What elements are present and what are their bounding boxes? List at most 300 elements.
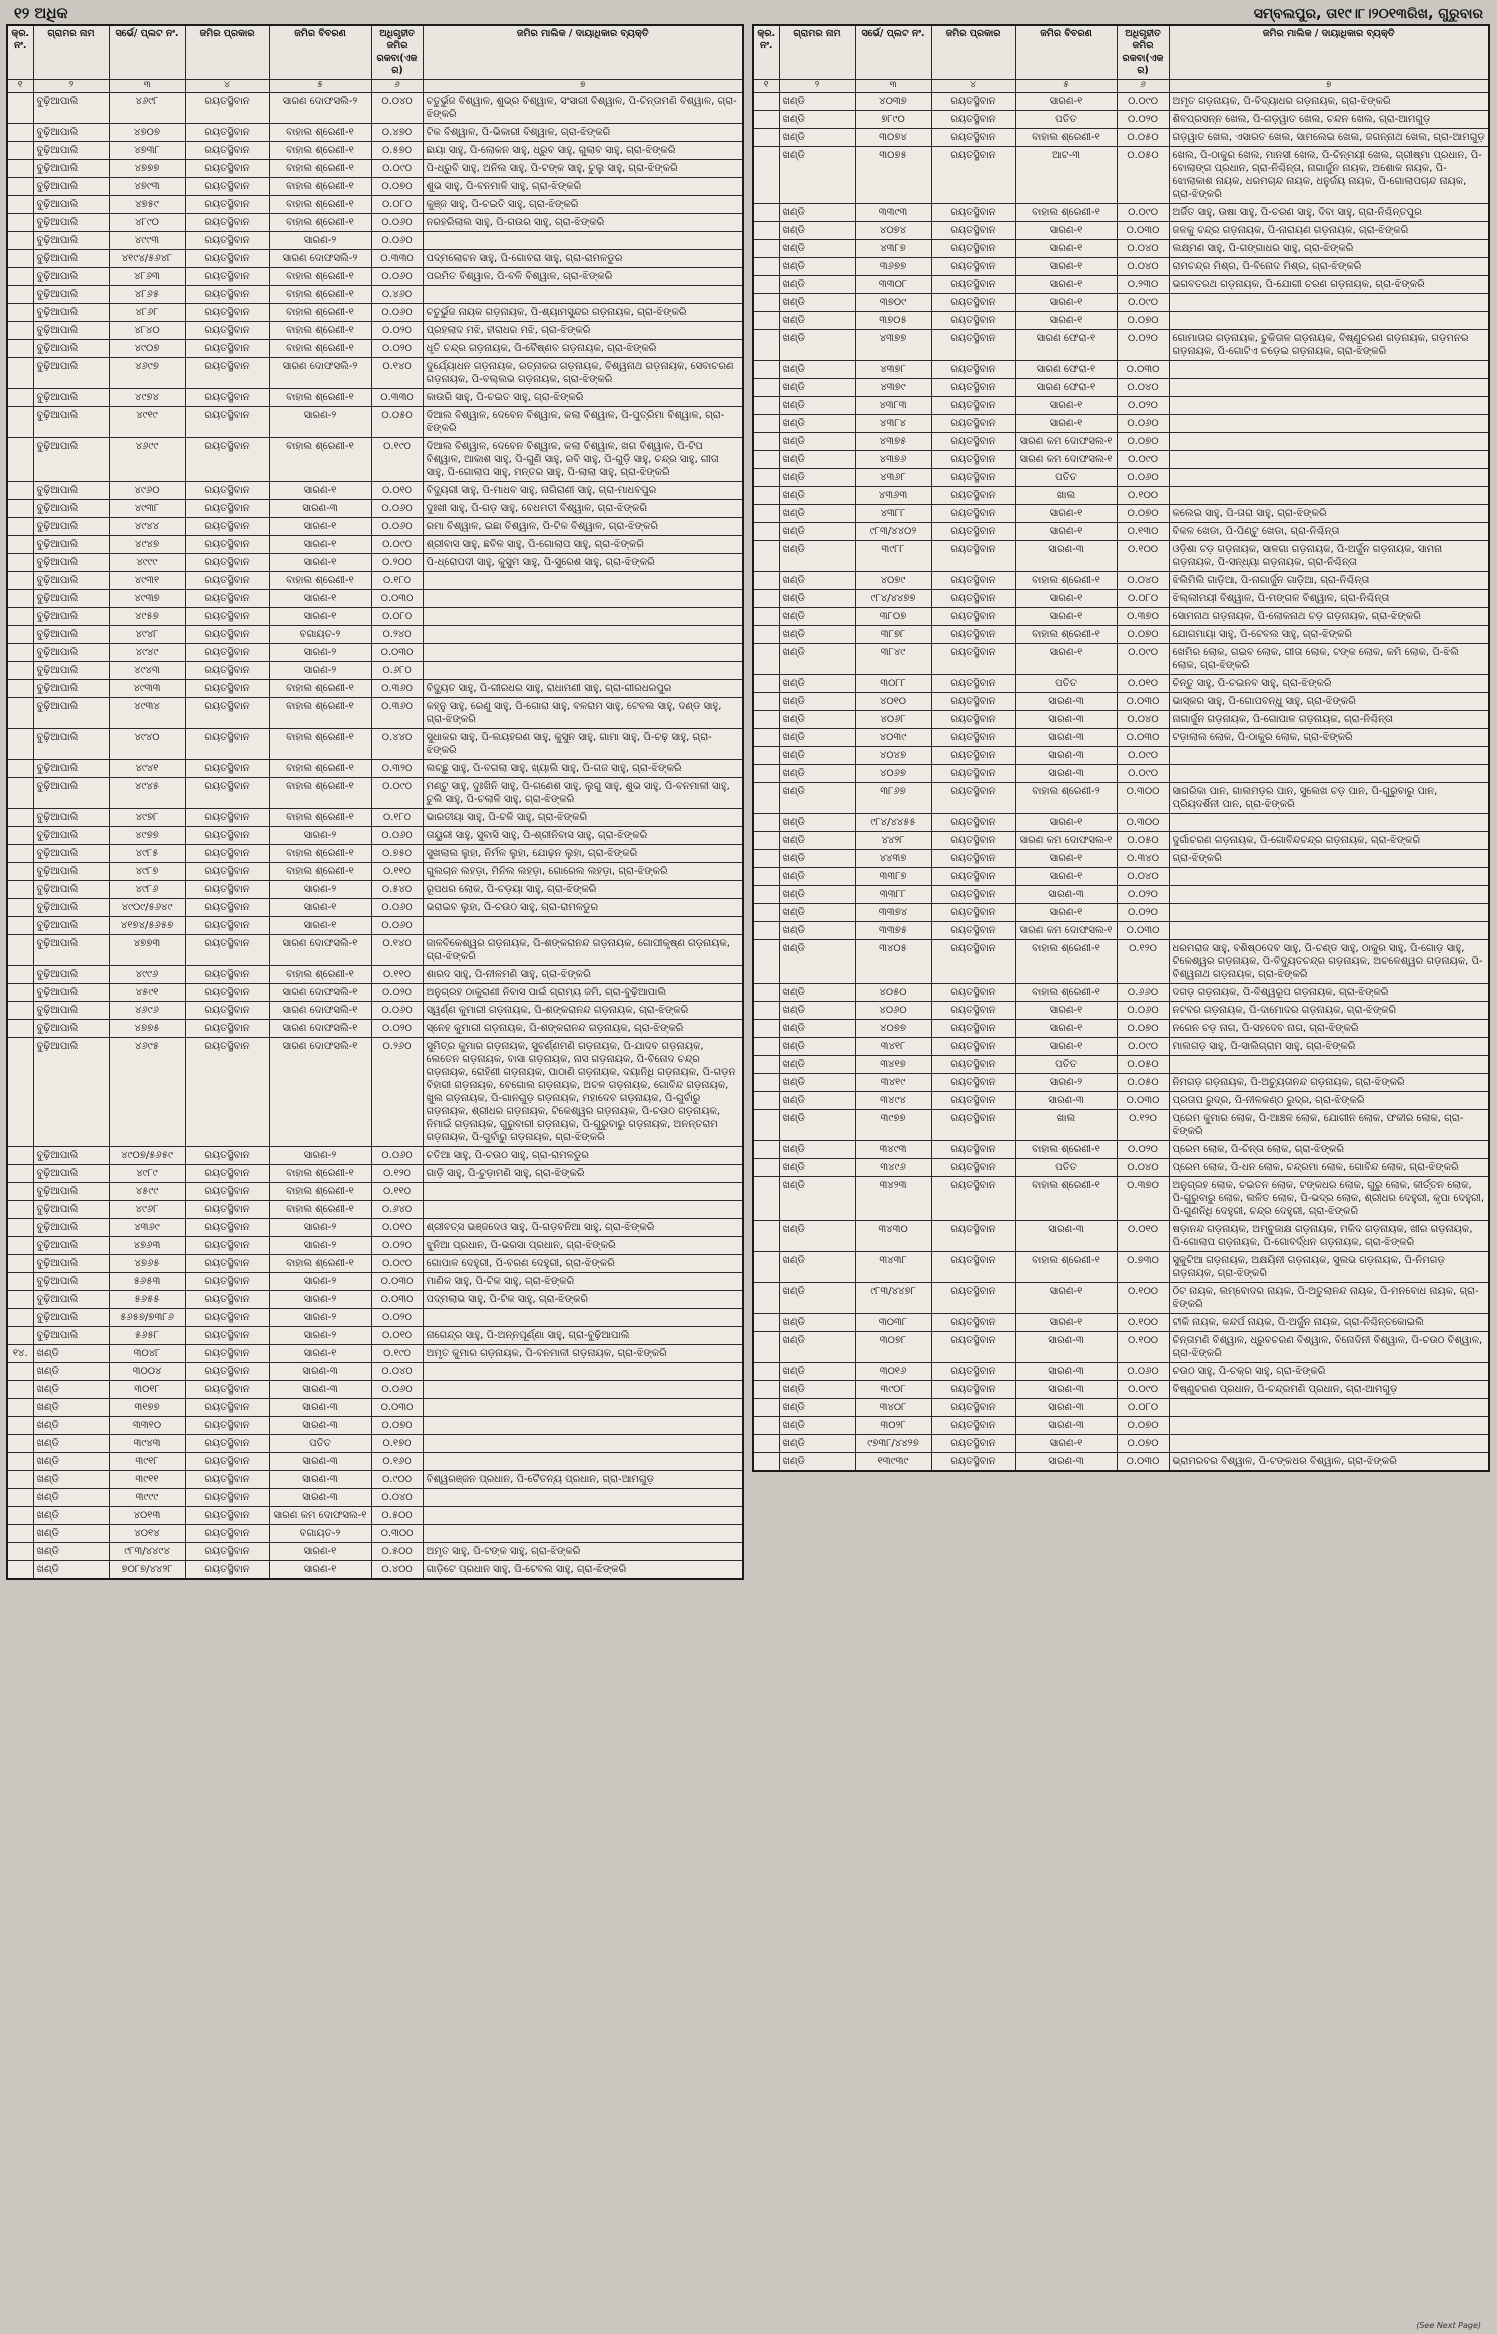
village-name-cell: ବୁଢ଼ିଆପାଲି xyxy=(33,809,109,827)
plot-number-cell: ୪୯୪୯ xyxy=(109,644,185,662)
serial-cell xyxy=(753,1381,779,1399)
column-number: ୨ xyxy=(779,80,855,93)
serial-cell xyxy=(753,258,779,276)
village-name-cell: ବୁଢ଼ିଆପାଲି xyxy=(33,1165,109,1183)
table-row xyxy=(7,863,743,881)
land-description-cell: ବାହାଲ ଶ୍ରେଣୀ-୧ xyxy=(269,1255,371,1273)
acquired-area-cell: ୦.୧୦୦ xyxy=(1117,1332,1169,1363)
plot-number-cell: ୩୦୨୮ xyxy=(855,1417,931,1435)
serial-cell xyxy=(753,1020,779,1038)
table-row xyxy=(7,1020,743,1038)
acquired-area-cell: ୦.୦୨୦ xyxy=(1117,886,1169,904)
land-owner-cell xyxy=(1169,765,1489,783)
serial-cell xyxy=(7,966,33,984)
table-row xyxy=(7,1273,743,1291)
acquired-area-cell: ୦.୪୪୦ xyxy=(371,729,423,760)
village-name-cell: ଖଣ୍ଡି xyxy=(779,693,855,711)
village-name-cell: ବୁଢ଼ିଆପାଲି xyxy=(33,358,109,389)
land-description-cell: ସାରଣ-୧ xyxy=(1015,222,1117,240)
land-description-cell: ସାରଣ-୧ xyxy=(1015,1002,1117,1020)
land-description-cell: ପତିତ xyxy=(1015,1159,1117,1177)
village-name-cell: ଖଣ୍ଡି xyxy=(779,258,855,276)
table-row xyxy=(753,505,1489,523)
land-owner-cell: କହ୍ନୁ ସାହୁ, ରେଣୁ ସାହୁ, ପି-ଗୋରା ସାହୁ, ବଳରାମ ସାହୁ, ଟେବଲ ସାହୁ, ଦଣ୍ଡ ସାହୁ, ଗ୍ରା-ଝିଙ୍କରି xyxy=(423,698,743,729)
serial-cell xyxy=(7,760,33,778)
serial-cell xyxy=(753,204,779,222)
land-type-cell: ରୟତସ୍ଥିବାନ xyxy=(931,294,1015,312)
serial-cell xyxy=(753,1002,779,1020)
land-type-cell: ରୟତସ୍ଥିବାନ xyxy=(185,1002,269,1020)
land-description-cell: ବାହାଲ ଶ୍ରେଣୀ-୧ xyxy=(269,286,371,304)
plot-number-cell: ୪୦୪୭ xyxy=(855,747,931,765)
serial-cell xyxy=(7,680,33,698)
acquired-area-cell: ୦.୨୬୦ xyxy=(371,1038,423,1147)
table-row xyxy=(7,1201,743,1219)
plot-number-cell: ୩୮୪୯ xyxy=(855,644,931,675)
acquired-area-cell: ୦.୪୭୦ xyxy=(371,124,423,142)
land-owner-cell xyxy=(423,572,743,590)
acquired-area-cell: ୦.୦୫୦ xyxy=(1117,1056,1169,1074)
land-type-cell: ରୟତସ୍ଥିବାନ xyxy=(931,523,1015,541)
table-row xyxy=(753,1159,1489,1177)
land-owner-cell: ନରେନ ଚଡ଼ ନାଗ, ପି-ସହଦେବ ନାଗ, ଗ୍ରା-ଝିଙ୍କରି xyxy=(1169,1020,1489,1038)
table-row xyxy=(7,966,743,984)
village-name-cell: ଖଣ୍ଡି xyxy=(779,222,855,240)
acquired-area-cell: ୦.୦୫୦ xyxy=(1117,147,1169,204)
acquired-area-cell: ୦.୬୪୦ xyxy=(371,1201,423,1219)
land-owner-cell xyxy=(1169,1435,1489,1453)
land-description-cell: ସାରଣ-୧ xyxy=(1015,644,1117,675)
plot-number-cell: ୩୯୦୮ xyxy=(855,1381,931,1399)
land-description-cell: ସାରଣ-୩ xyxy=(1015,747,1117,765)
table-head-right xyxy=(753,25,1489,93)
village-name-cell: ଖଣ୍ଡି xyxy=(779,147,855,204)
plot-number-cell: ୪୬୯୯ xyxy=(109,438,185,482)
plot-number-cell: ୩୬୭୭ xyxy=(855,258,931,276)
table-row xyxy=(7,500,743,518)
table-row xyxy=(7,214,743,232)
village-name-cell: ବୁଢ଼ିଆପାଲି xyxy=(33,863,109,881)
serial-cell xyxy=(7,554,33,572)
land-type-cell: ରୟତସ୍ଥିବାନ xyxy=(931,1252,1015,1283)
serial-cell xyxy=(753,711,779,729)
plot-number-cell: ୪୯୮୯ xyxy=(109,1165,185,1183)
land-owner-cell xyxy=(423,1435,743,1453)
table-row xyxy=(7,1219,743,1237)
land-description-cell: ବାହାଲ ଶ୍ରେଣୀ-୧ xyxy=(269,142,371,160)
land-owner-cell: ଭରାଇବ ଲୁହା, ପି-ଚଉଠ ସାହୁ, ଗ୍ରା-ରାମଳଡୁର xyxy=(423,899,743,917)
plot-number-cell: ୫୬୫୭/୭୩୮୬ xyxy=(109,1309,185,1327)
land-owner-cell xyxy=(423,1525,743,1543)
plot-number-cell: ୩୩୦୮ xyxy=(855,276,931,294)
land-description-cell: ସାରଣ-୧ xyxy=(269,590,371,608)
land-description-cell: ସାରଣ-୨ xyxy=(269,1237,371,1255)
serial-cell xyxy=(753,415,779,433)
village-name-cell: ଖଣ୍ଡି xyxy=(779,1453,855,1472)
land-type-cell: ରୟତସ୍ଥିବାନ xyxy=(931,240,1015,258)
land-description-cell: ବାହାଲ ଶ୍ରେଣୀ-୧ xyxy=(269,845,371,863)
table-row xyxy=(753,850,1489,868)
land-description-cell: ସାରଣ-୨ xyxy=(269,1273,371,1291)
column-number: ୪ xyxy=(931,80,1015,93)
serial-cell xyxy=(753,693,779,711)
village-name-cell: ଖଣ୍ଡି xyxy=(779,487,855,505)
land-type-cell: ରୟତସ୍ଥିବାନ xyxy=(185,1291,269,1309)
table-row xyxy=(7,1561,743,1580)
land-type-cell: ରୟତସ୍ଥିବାନ xyxy=(185,1561,269,1580)
table-row xyxy=(753,397,1489,415)
land-owner-cell: ଗାଡ଼ିଟେ ପ୍ରଧାନ ସାହୁ, ପି-ଟେବଲ ସାହୁ, ଗ୍ରା-ଝିଙ୍କରି xyxy=(423,1561,743,1580)
table-row xyxy=(7,1002,743,1020)
land-type-cell: ରୟତସ୍ଥିବାନ xyxy=(931,147,1015,204)
village-name-cell: ବୁଢ଼ିଆପାଲି xyxy=(33,590,109,608)
plot-number-cell: ୪୯୯୩ xyxy=(109,232,185,250)
land-description-cell: ସାରଣ କମ ଦୋଫସଲ-୧ xyxy=(1015,832,1117,850)
land-owner-cell: ଚତୁର୍ଭୁଜ ବିଶ୍ୱାଳ, ଶୁଭ୍ର ବିଶ୍ୱାଳ, ସଂସାରୀ ବିଶ୍ୱାଳ, ପି-ଚିନ୍ତାମଣି ବିଶ୍ୱାଳ, ଗ୍ରା-ଝିଙ୍କରି xyxy=(423,93,743,124)
land-type-cell: ରୟତସ୍ଥିବାନ xyxy=(185,1543,269,1561)
table-row xyxy=(753,487,1489,505)
table-row xyxy=(753,886,1489,904)
table-row xyxy=(753,129,1489,147)
acquired-area-cell: ୦.୦୪୦ xyxy=(1117,868,1169,886)
land-description-cell: ବାହାଲ ଶ୍ରେଣୀ-୧ xyxy=(269,196,371,214)
land-type-cell: ରୟତସ୍ଥିବାନ xyxy=(185,899,269,917)
land-type-cell: ରୟତସ୍ଥିବାନ xyxy=(185,1417,269,1435)
land-type-cell: ରୟତସ୍ଥିବାନ xyxy=(185,250,269,268)
village-name-cell: ବୁଢ଼ିଆପାଲି xyxy=(33,518,109,536)
acquisition-table-left xyxy=(6,24,744,1580)
table-row xyxy=(753,294,1489,312)
acquired-area-cell: ୦.୧୨୦ xyxy=(371,1165,423,1183)
village-name-cell: ଖଣ୍ଡି xyxy=(779,922,855,940)
acquired-area-cell: ୦.୦୩୦ xyxy=(371,1399,423,1417)
column-header: ସର୍ଭେ/ ପ୍ଲଟ ନଂ. xyxy=(855,25,931,80)
table-row xyxy=(7,1255,743,1273)
serial-cell xyxy=(753,984,779,1002)
land-type-cell: ରୟତସ୍ଥିବାନ xyxy=(185,1165,269,1183)
serial-cell xyxy=(753,608,779,626)
land-owner-cell xyxy=(1169,1399,1489,1417)
land-type-cell: ରୟତସ୍ଥିବାନ xyxy=(185,1273,269,1291)
village-name-cell: ଖଣ୍ଡି xyxy=(779,1141,855,1159)
plot-number-cell: ୫୬୫୮ xyxy=(109,1327,185,1345)
village-name-cell: ବୁଢ଼ିଆପାଲି xyxy=(33,1020,109,1038)
land-owner-cell: ପ୍ରତାପ ରୁଦ୍ର, ପି-ନୀଳକଣ୍ଠ ରୁଦ୍ର, ଗ୍ରା-ଝିଙ୍କରି xyxy=(1169,1092,1489,1110)
village-name-cell: ଖଣ୍ଡି xyxy=(779,940,855,984)
land-owner-cell: ସୁଧାକର ସାହୁ, ପି-ଲୟହରଣ ସାହୁ, କୁସୁନ ସାହୁ, ଗାମା ସାହୁ, ପି-ଚଢ଼ ସାହୁ, ଗ୍ରା-ଝିଙ୍କରି xyxy=(423,729,743,760)
acquired-area-cell: ୦.୧୯୦ xyxy=(371,1345,423,1363)
acquired-area-cell: ୦.୪୬୦ xyxy=(371,286,423,304)
land-type-cell: ରୟତସ୍ଥିବାନ xyxy=(185,1381,269,1399)
land-owner-cell: ରମା ବିଶ୍ୱାଳ, ଇଛା ବିଶ୍ୱାଳ, ପି-ଟିକ ବିଶ୍ୱାଳ, ଗ୍ରା-ଝିଙ୍କରି xyxy=(423,518,743,536)
plot-number-cell: ୪୯୪୩ xyxy=(109,662,185,680)
acquired-area-cell: ୦.୦୬୦ xyxy=(371,518,423,536)
serial-cell xyxy=(7,93,33,124)
table-row xyxy=(753,832,1489,850)
land-type-cell: ରୟତସ୍ଥିବାନ xyxy=(185,572,269,590)
land-owner-cell xyxy=(1169,379,1489,397)
land-type-cell: ରୟତସ୍ଥିବାନ xyxy=(931,1314,1015,1332)
column-number: ୫ xyxy=(269,80,371,93)
acquired-area-cell: ୦.୧୪୦ xyxy=(371,935,423,966)
land-description-cell: ସାରଣ କମ ଦୋଫସଲ-୧ xyxy=(1015,922,1117,940)
land-description-cell: ସାରଣ-୧ xyxy=(1015,523,1117,541)
table-row xyxy=(7,1038,743,1147)
table-row xyxy=(753,922,1489,940)
table-row xyxy=(753,1092,1489,1110)
village-name-cell: ଖଣ୍ଡି xyxy=(779,1092,855,1110)
acquired-area-cell: ୦.୦୩୦ xyxy=(1117,922,1169,940)
land-type-cell: ରୟତସ୍ଥିବାନ xyxy=(931,1141,1015,1159)
acquired-area-cell: ୦.୦୪୦ xyxy=(1117,711,1169,729)
plot-number-cell: ୪୦୩୯ xyxy=(855,729,931,747)
village-name-cell: ଖଣ୍ଡି xyxy=(779,1074,855,1092)
plot-number-cell: ୪୯୦୭/୫୬୫୯ xyxy=(109,1147,185,1165)
land-description-cell: ସାରଣ-୧ xyxy=(1015,276,1117,294)
plot-number-cell: ୪୯୯୬ xyxy=(109,966,185,984)
land-owner-cell xyxy=(423,1183,743,1201)
serial-cell xyxy=(7,1020,33,1038)
land-owner-cell: ତାୟୁରୀ ସାହୁ, ସୁବାସି ସାହୁ, ପି-ଶ୍ରୀନିବାସ ସାହୁ, ଗ୍ରା-ଝିଙ୍କରି xyxy=(423,827,743,845)
land-description-cell: ସାରଣ ଦୋଫସଲି-୨ xyxy=(269,250,371,268)
serial-cell xyxy=(7,389,33,407)
land-owner-cell: ନିମଗଡ଼ ଗଡ଼ନାୟକ, ପି-ଅଚ୍ୟୁତାନନ୍ଦ ଗଡ଼ନାୟକ, ଗ୍ରା-ଝିଙ୍କରି xyxy=(1169,1074,1489,1092)
land-type-cell: ରୟତସ୍ଥିବାନ xyxy=(185,358,269,389)
plot-number-cell: ୩୪୧୭ xyxy=(855,1056,931,1074)
land-owner-cell xyxy=(423,1399,743,1417)
acquired-area-cell: ୦.୦୯୦ xyxy=(1117,644,1169,675)
plot-number-cell: ୩୦୮୮ xyxy=(855,675,931,693)
plot-number-cell: ୩୯୧୮ xyxy=(109,1453,185,1471)
land-type-cell: ରୟତସ୍ଥିବାନ xyxy=(185,482,269,500)
land-owner-cell xyxy=(1169,469,1489,487)
village-name-cell: ଖଣ୍ଡି xyxy=(779,361,855,379)
acquired-area-cell: ୦.୦୩୦ xyxy=(371,1291,423,1309)
serial-cell xyxy=(7,340,33,358)
land-description-cell: ସାରଣ-୧ xyxy=(1015,1020,1117,1038)
land-type-cell: ରୟତସ୍ଥିବାନ xyxy=(931,572,1015,590)
serial-cell xyxy=(753,675,779,693)
acquired-area-cell: ୦.୦୮୦ xyxy=(1117,590,1169,608)
village-name-cell: ବୁଢ଼ିଆପାଲି xyxy=(33,1273,109,1291)
land-type-cell: ରୟତସ୍ଥିବାନ xyxy=(185,608,269,626)
land-owner-cell: ସାଗରିକା ପାନ, ଗାଲମଡ଼ର ପାନ, ସୁଲେଖ ଚଡ଼ ପାନ, ପି-ଗୁରୁବାରୁ ପାନ, ପ୍ରିୟଦର୍ଶିନୀ ପାନ, ଗ୍ରା-ଝିଙ୍କରି xyxy=(1169,783,1489,814)
land-owner-cell xyxy=(1169,814,1489,832)
table-row xyxy=(753,1141,1489,1159)
land-owner-cell xyxy=(423,1489,743,1507)
land-description-cell: ସାରଣ-୧ xyxy=(1015,1283,1117,1314)
land-description-cell: ବାହାଲ ଶ୍ରେଣୀ-୧ xyxy=(269,304,371,322)
table-row xyxy=(7,93,743,124)
land-description-cell: ସାରଣ-୧ xyxy=(1015,1314,1117,1332)
acquired-area-cell: ୦.୫୦୦ xyxy=(371,1507,423,1525)
village-name-cell: ଖଣ୍ଡି xyxy=(779,1363,855,1381)
land-owner-cell: ଲଚ୍ଛୁ ସାହୁ, ପି-ବଗଲା ସାହୁ, ଖ୍ୟାଲି ସାହୁ, ପି-ଗଜ ସାହୁ, ଗ୍ରା-ଝିଙ୍କରି xyxy=(423,760,743,778)
plot-number-cell: ୩୦୭୪ xyxy=(855,129,931,147)
acquired-area-cell: ୦.୦୧୦ xyxy=(371,1219,423,1237)
land-owner-cell xyxy=(1169,922,1489,940)
table-row xyxy=(7,626,743,644)
land-description-cell: ପତିତ xyxy=(1015,111,1117,129)
plot-number-cell: ୩୮୭୮ xyxy=(855,626,931,644)
serial-cell xyxy=(7,518,33,536)
land-owner-cell: ଟିକ ବିଶ୍ୱାଳ, ପି-ଭିକାରୀ ବିଶ୍ୱାଳ, ଗ୍ରା-ଝିଙ୍କରି xyxy=(423,124,743,142)
acquired-area-cell: ୦.୦୪୦ xyxy=(1117,572,1169,590)
table-row xyxy=(7,827,743,845)
serial-cell xyxy=(7,1237,33,1255)
village-name-cell: ଖଣ୍ଡି xyxy=(779,433,855,451)
land-owner-cell: ଚିନ୍ତୁ ସାହୁ, ପି-ଚଇନବ ସାହୁ, ଗ୍ରା-ଝିଙ୍କରି xyxy=(1169,675,1489,693)
table-row xyxy=(7,1345,743,1363)
column-header: ଜମିର ମାଲିକ / ଦାୟାଧିକାର ବ୍ୟକ୍ତି xyxy=(423,25,743,80)
acquired-area-cell: ୦.୦୯୦ xyxy=(1117,1381,1169,1399)
land-description-cell: ସାରଣ-୩ xyxy=(269,1399,371,1417)
serial-cell xyxy=(753,1417,779,1435)
plot-number-cell: ୩୪୩୦ xyxy=(855,1221,931,1252)
village-name-cell: ବୁଢ଼ିଆପାଲି xyxy=(33,286,109,304)
land-description-cell: ବାହାଲ ଶ୍ରେଣୀ-୧ xyxy=(1015,129,1117,147)
header-row xyxy=(753,25,1489,80)
acquired-area-cell: ୦.୦୩୦ xyxy=(371,590,423,608)
acquired-area-cell: ୦.୦୨୦ xyxy=(371,322,423,340)
land-type-cell: ରୟତସ୍ଥିବାନ xyxy=(931,1381,1015,1399)
serial-cell xyxy=(753,783,779,814)
plot-number-cell: ୪୮୪୦ xyxy=(109,322,185,340)
land-owner-cell: ରାମଚନ୍ଦ୍ର ମିଶ୍ର, ପି-ବିନୋଦ ମିଶ୍ର, ଗ୍ରା-ଝିଙ୍କରି xyxy=(1169,258,1489,276)
acquired-area-cell: ୦.୦୫୦ xyxy=(371,407,423,438)
land-owner-cell: ଚିନ୍ତାମଣି ବିଶ୍ୱାଳ, ଧ୍ରୁବଚରଣ ବିଶ୍ୱାଳ, ବିନୋଦିନୀ ବିଶ୍ୱାଳ, ପି-ଚଉଠ ବିଶ୍ୱାଳ, ଗ୍ରା-ଝିଙ୍କରି xyxy=(1169,1332,1489,1363)
plot-number-cell: ୪୦୭୭ xyxy=(855,1020,931,1038)
village-name-cell: ଖଣ୍ଡି xyxy=(779,850,855,868)
plot-number-cell: ୪୯୬୮ xyxy=(109,1201,185,1219)
table-row xyxy=(7,1147,743,1165)
acquired-area-cell: ୦.୦୯୦ xyxy=(1117,1038,1169,1056)
land-type-cell: ରୟତସ୍ଥିବାନ xyxy=(185,536,269,554)
land-owner-cell: ନାଗାର୍ଜୁନ ଗଡ଼ନାୟକ, ପି-ଗୋପାଳ ଗଡ଼ନାୟକ, ଗ୍ରା-ନିଶ୍ଚିନ୍ତା xyxy=(1169,711,1489,729)
land-type-cell: ରୟତସ୍ଥିବାନ xyxy=(931,469,1015,487)
serial-cell xyxy=(7,1471,33,1489)
serial-cell xyxy=(753,832,779,850)
column-header: ଜମିର ବିବରଣ xyxy=(269,25,371,80)
village-name-cell: ଖଣ୍ଡି xyxy=(779,711,855,729)
plot-number-cell: ୪୮୬୮ xyxy=(109,304,185,322)
column-header: ଜମିର ପ୍ରକାର xyxy=(931,25,1015,80)
land-type-cell: ରୟତସ୍ଥିବାନ xyxy=(185,1363,269,1381)
village-name-cell: ବୁଢ଼ିଆପାଲି xyxy=(33,268,109,286)
land-type-cell: ରୟତସ୍ଥିବାନ xyxy=(185,935,269,966)
table-row xyxy=(753,868,1489,886)
table-row xyxy=(7,1435,743,1453)
acquired-area-cell: ୦.୧୨୦ xyxy=(1117,1110,1169,1141)
plot-number-cell: ୧୩୯୩୯ xyxy=(855,1453,931,1472)
plot-number-cell: ୪୩୮୩ xyxy=(855,397,931,415)
serial-cell xyxy=(7,482,33,500)
plot-number-cell: ୩୯୮୮ xyxy=(855,541,931,572)
land-description-cell: ସାରଣ-୩ xyxy=(1015,1399,1117,1417)
plot-number-cell: ୪୩୭୯ xyxy=(855,379,931,397)
serial-cell xyxy=(7,1381,33,1399)
serial-cell xyxy=(7,662,33,680)
land-owner-cell: ଦିଆଲ ବିଶ୍ୱାଳ, ଦେବେନ ବିଶ୍ୱାଳ, କଲା ବିଶ୍ୱାଳ, ଖଗ ବିଶ୍ୱାଳ, ପି-ଟିପ ବିଶ୍ୱାଳ, ଆକାଶ ସାହୁ, ପି-ଗୁଣି ସାହୁ, ରବି ସାହୁ, ପି-ଗୁଡ଼ି ସାହୁ, ଚନ୍ଦ୍ର ସାହୁ, ଗୀତା ସାହୁ, ପି-ଗୋଲାପ ସାହୁ, ମନ୍ତର ସାହୁ, ପି-ଲାଲା ସାହୁ, ଗ୍ରା-ଝିଙ୍କରି xyxy=(423,438,743,482)
acquired-area-cell: ୦.୦୯୦ xyxy=(371,536,423,554)
land-description-cell: ସାରଣ-୧ xyxy=(1015,397,1117,415)
serial-cell xyxy=(7,984,33,1002)
land-type-cell: ରୟତସ୍ଥିବାନ xyxy=(931,451,1015,469)
acquired-area-cell: ୦.୦୬୦ xyxy=(371,232,423,250)
village-name-cell: ଖଣ୍ଡି xyxy=(779,1002,855,1020)
land-type-cell: ରୟତସ୍ଥିବାନ xyxy=(185,1237,269,1255)
land-description-cell: ବାହାଲ ଶ୍ରେଣୀ-୧ xyxy=(269,572,371,590)
land-description-cell: ସାରଣ-୩ xyxy=(1015,693,1117,711)
table-row xyxy=(753,590,1489,608)
village-name-cell: ବୁଢ଼ିଆପାଲି xyxy=(33,93,109,124)
acquired-area-cell: ୦.୦୬୦ xyxy=(371,827,423,845)
acquired-area-cell: ୦.୦୪୦ xyxy=(371,93,423,124)
acquired-area-cell: ୦.୭୫୦ xyxy=(371,845,423,863)
land-type-cell: ରୟତସ୍ଥିବାନ xyxy=(185,809,269,827)
village-name-cell: ଖଣ୍ଡି xyxy=(779,469,855,487)
serial-cell xyxy=(7,1273,33,1291)
acquired-area-cell: ୦.୦୯୦ xyxy=(371,160,423,178)
acquired-area-cell: ୦.୦୭୦ xyxy=(1117,1020,1169,1038)
land-owner-cell: ଚଉଠ ସାହୁ, ପି-ଚକ୍ର ସାହୁ, ଗ୍ରା-ଝିଙ୍କରି xyxy=(1169,1363,1489,1381)
land-description-cell: ସାରଣ-୩ xyxy=(1015,1453,1117,1472)
acquired-area-cell: ୦.୦୬୦ xyxy=(1117,1363,1169,1381)
plot-number-cell: ୩୪୦୫ xyxy=(855,940,931,984)
village-name-cell: ଖଣ୍ଡି xyxy=(33,1435,109,1453)
land-type-cell: ରୟତସ୍ଥିବାନ xyxy=(185,142,269,160)
acquired-area-cell: ୦.୩୦୦ xyxy=(371,1525,423,1543)
serial-cell xyxy=(7,626,33,644)
land-owner-cell: ପ୍ରେମ ଲୋକ, ପି-ଧନ ଲୋକ, ଚନ୍ଦ୍ରମା ଲୋକ, ଗୋବିନ୍ଦ ଲୋକ, ଗ୍ରା-ଝିଙ୍କରି xyxy=(1169,1159,1489,1177)
land-type-cell: ରୟତସ୍ଥିବାନ xyxy=(185,680,269,698)
serial-cell xyxy=(753,93,779,111)
land-description-cell: ବାହାଲ ଶ୍ରେଣୀ-୧ xyxy=(269,124,371,142)
serial-cell xyxy=(753,505,779,523)
serial-cell xyxy=(753,868,779,886)
table-row xyxy=(753,276,1489,294)
village-name-cell: ବୁଢ଼ିଆପାଲି xyxy=(33,389,109,407)
land-owner-cell: ପି-ଧ୍ରୁବି ସାହୁ, ଅନିଲ ସାହୁ, ପି-ଟଙ୍କ ସାହୁ, ଚୁଲୁ ସାହୁ, ଗ୍ରା-ଝିଙ୍କରି xyxy=(423,160,743,178)
land-type-cell: ରୟତସ୍ଥିବାନ xyxy=(185,268,269,286)
land-type-cell: ରୟତସ୍ଥିବାନ xyxy=(185,178,269,196)
table-row xyxy=(753,783,1489,814)
serial-cell xyxy=(753,729,779,747)
land-owner-cell: ଚତୁର୍ଭୁଜ ନାୟକ ଗଡ଼ନାୟକ, ପି-ଶ୍ୟାମସୁନ୍ଦର ଗଡ଼ନାୟକ, ଗ୍ରା-ଝିଙ୍କରି xyxy=(423,304,743,322)
land-owner-cell: ମଣ୍ଟୁ ସାହୁ, ଦୁଃଖିନି ସାହୁ, ପି-ଗଣେଶ ସାହୁ, ଲୁଗୁ ସାହୁ, ଶୁଭ ସାହୁ, ପି-ବନମାଳୀ ସାହୁ, ଚୁଲି ସାହୁ, ପି-ଚଲାଳି ସାହୁ, ଗ୍ରା-ଝିଙ୍କରି xyxy=(423,778,743,809)
acquired-area-cell: ୦.୧୬୦ xyxy=(371,1453,423,1471)
plot-number-cell: ୫୬୫୩ xyxy=(109,1273,185,1291)
village-name-cell: ବୁଢ଼ିଆପାଲି xyxy=(33,536,109,554)
acquired-area-cell: ୦.୩୭୦ xyxy=(1117,608,1169,626)
acquired-area-cell: ୦.୦୭୦ xyxy=(371,1417,423,1435)
land-owner-cell xyxy=(1169,312,1489,330)
acquired-area-cell: ୦.୦୯୦ xyxy=(371,1255,423,1273)
plot-number-cell: ୩୪୧୯ xyxy=(855,1074,931,1092)
land-type-cell: ରୟତସ୍ଥିବାନ xyxy=(185,778,269,809)
land-type-cell: ରୟତସ୍ଥିବାନ xyxy=(185,1327,269,1345)
plot-number-cell: ୩୦୪୮ xyxy=(109,1345,185,1363)
village-name-cell: ବୁଢ଼ିଆପାଲି xyxy=(33,760,109,778)
land-type-cell: ରୟତସ୍ଥିବାନ xyxy=(931,361,1015,379)
village-name-cell: ଖଣ୍ଡି xyxy=(779,240,855,258)
land-type-cell: ରୟତସ୍ଥିବାନ xyxy=(931,1363,1015,1381)
land-owner-cell xyxy=(1169,397,1489,415)
land-description-cell: ବଗାୟତ-୨ xyxy=(269,1525,371,1543)
table-row xyxy=(753,541,1489,572)
land-description-cell: ବାହାଲ ଶ୍ରେଣୀ-୧ xyxy=(269,1201,371,1219)
village-name-cell: ବୁଢ଼ିଆପାଲି xyxy=(33,662,109,680)
